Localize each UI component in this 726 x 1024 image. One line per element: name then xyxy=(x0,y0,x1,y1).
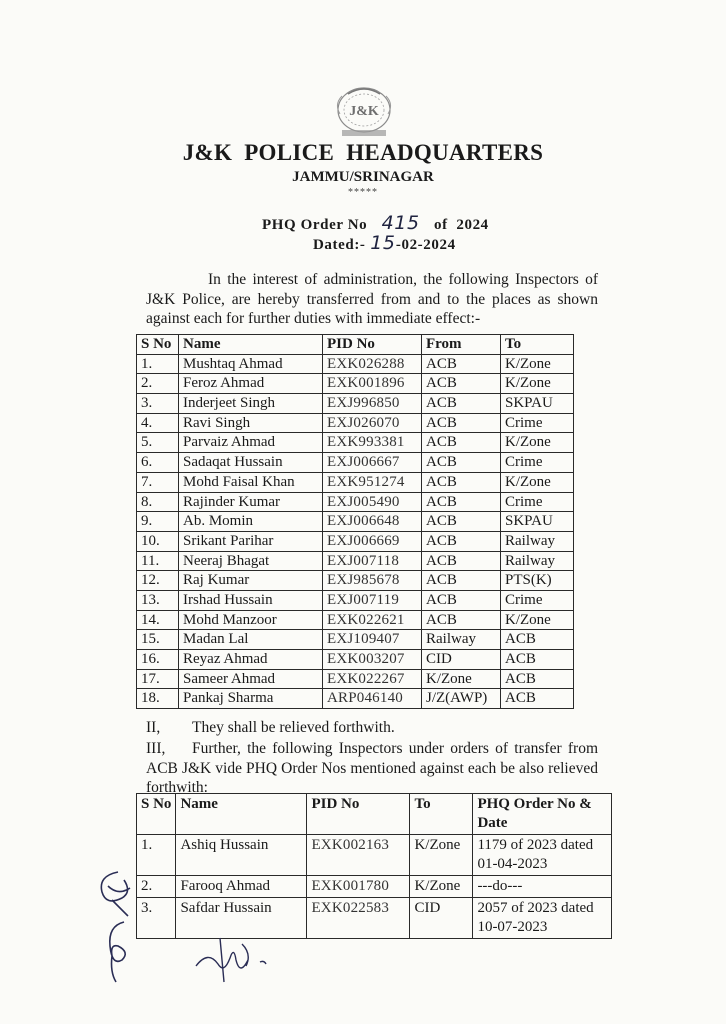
table-row xyxy=(137,590,574,610)
cell-to: K/Zone xyxy=(501,354,574,374)
cell-name: Sameer Ahmad xyxy=(179,669,323,689)
order-year: 2024 xyxy=(456,217,489,233)
cell-pid: EXK026288 xyxy=(323,354,422,374)
cell-sno: 13. xyxy=(137,590,179,610)
stars-divider: ***** xyxy=(348,187,378,198)
cell-name: Farooq Ahmad xyxy=(176,876,307,898)
cell-to: K/Zone xyxy=(410,876,473,898)
cell-name: Ravi Singh xyxy=(179,413,323,433)
cell-pid: EXK022267 xyxy=(323,669,422,689)
cell-name: Rajinder Kumar xyxy=(179,492,323,512)
header-pid: PID No xyxy=(307,794,410,835)
cell-order-date: 1179 of 2023 dated 01-04-2023 xyxy=(473,835,612,876)
page-title: J&K POLICE HEADQUARTERS xyxy=(182,140,544,165)
cell-sno: 16. xyxy=(137,650,179,670)
cell-name: Irshad Hussain xyxy=(179,590,323,610)
table-row xyxy=(137,374,574,394)
cell-to: Crime xyxy=(501,413,574,433)
cell-sno: 17. xyxy=(137,669,179,689)
cell-name: Srikant Parihar xyxy=(179,531,323,551)
header-to: To xyxy=(410,794,473,835)
cell-to: PTS(K) xyxy=(501,571,574,591)
cell-to: ACB xyxy=(501,650,574,670)
header-name: Name xyxy=(176,794,307,835)
cell-sno: 14. xyxy=(137,610,179,630)
cell-pid: EXK001780 xyxy=(307,876,410,898)
cell-to: SKPAU xyxy=(501,512,574,532)
cell-to: CID xyxy=(410,898,473,939)
order-number-line xyxy=(262,212,489,234)
cell-from: ACB xyxy=(422,413,501,433)
cell-sno: 9. xyxy=(137,512,179,532)
cell-sno: 18. xyxy=(137,689,179,709)
numeral-signature-icon xyxy=(100,916,136,986)
cell-sno: 11. xyxy=(137,551,179,571)
cell-sno: 2. xyxy=(137,374,179,394)
cell-to: K/Zone xyxy=(501,472,574,492)
header-name: Name xyxy=(179,335,323,355)
cell-sno: 4. xyxy=(137,413,179,433)
page-subtitle: JAMMU/SRINAGAR xyxy=(292,169,434,185)
officer-signature-icon xyxy=(190,930,280,986)
cell-name: Safdar Hussain xyxy=(176,898,307,939)
cell-pid: EXJ985678 xyxy=(323,571,422,591)
jk-police-emblem-icon xyxy=(326,84,402,140)
table-row xyxy=(137,433,574,453)
cell-to: K/Zone xyxy=(410,835,473,876)
cell-sno: 10. xyxy=(137,531,179,551)
intro-paragraph xyxy=(146,270,598,329)
cell-to: SKPAU xyxy=(501,394,574,414)
cell-from: ACB xyxy=(422,492,501,512)
cell-name: Mohd Faisal Khan xyxy=(179,472,323,492)
para-number-3: III, xyxy=(146,740,166,757)
dated-label: Dated:- xyxy=(313,237,366,253)
cell-pid: EXK002163 xyxy=(307,835,410,876)
table-row xyxy=(137,472,574,492)
cell-sno: 12. xyxy=(137,571,179,591)
table-row xyxy=(137,394,574,414)
cell-from: ACB xyxy=(422,433,501,453)
cell-sno: 3. xyxy=(137,898,176,939)
cell-sno: 5. xyxy=(137,433,179,453)
cell-sno: 2. xyxy=(137,876,176,898)
header-sno: S No xyxy=(137,335,179,355)
table-row xyxy=(137,492,574,512)
cell-to: Railway xyxy=(501,531,574,551)
cell-from: ACB xyxy=(422,590,501,610)
para2-text: They shall be relieved forthwith. xyxy=(192,719,395,736)
cell-to: ACB xyxy=(501,630,574,650)
cell-to: Railway xyxy=(501,551,574,571)
cell-pid: EXJ109407 xyxy=(323,630,422,650)
cell-to: Crime xyxy=(501,492,574,512)
cell-pid: EXK951274 xyxy=(323,472,422,492)
table-row xyxy=(137,531,574,551)
cell-name: Mushtaq Ahmad xyxy=(179,354,323,374)
cell-pid: EXJ006669 xyxy=(323,531,422,551)
cell-to: Crime xyxy=(501,453,574,473)
cell-from: ACB xyxy=(422,374,501,394)
table-row xyxy=(137,650,574,670)
cell-name: Pankaj Sharma xyxy=(179,689,323,709)
cell-name: Neeraj Bhagat xyxy=(179,551,323,571)
table-row xyxy=(137,876,612,898)
table-row xyxy=(137,551,574,571)
cell-from: CID xyxy=(422,650,501,670)
table-header-row xyxy=(137,335,574,355)
cell-pid: EXJ006667 xyxy=(323,453,422,473)
cell-sno: 7. xyxy=(137,472,179,492)
cell-to: ACB xyxy=(501,689,574,709)
cell-from: K/Zone xyxy=(422,669,501,689)
cell-to: Crime xyxy=(501,590,574,610)
table-row xyxy=(137,453,574,473)
cell-sno: 3. xyxy=(137,394,179,414)
cell-pid: EXJ007119 xyxy=(323,590,422,610)
svg-text:J&K: J&K xyxy=(349,104,379,119)
cell-pid: EXJ006648 xyxy=(323,512,422,532)
cell-name: Ab. Momin xyxy=(179,512,323,532)
cell-pid: EXK993381 xyxy=(323,433,422,453)
cell-from: J/Z(AWP) xyxy=(422,689,501,709)
cell-pid: EXJ026070 xyxy=(323,413,422,433)
cell-order-date: ---do--- xyxy=(473,876,612,898)
cell-name: Feroz Ahmad xyxy=(179,374,323,394)
cell-from: ACB xyxy=(422,394,501,414)
cell-name: Ashiq Hussain xyxy=(176,835,307,876)
cell-from: ACB xyxy=(422,551,501,571)
table-row xyxy=(137,630,574,650)
cell-sno: 1. xyxy=(137,835,176,876)
header-order-date: PHQ Order No & Date xyxy=(473,794,612,835)
cell-to: K/Zone xyxy=(501,374,574,394)
cell-pid: EXK022583 xyxy=(307,898,410,939)
cell-name: Parvaiz Ahmad xyxy=(179,433,323,453)
cell-from: Railway xyxy=(422,630,501,650)
order-number-handwritten: 415 xyxy=(381,212,420,234)
cell-name: Raj Kumar xyxy=(179,571,323,591)
table-row xyxy=(137,354,574,374)
cell-sno: 1. xyxy=(137,354,179,374)
table-row xyxy=(137,571,574,591)
cell-name: Madan Lal xyxy=(179,630,323,650)
table-row xyxy=(137,413,574,433)
cell-from: ACB xyxy=(422,531,501,551)
cell-from: ACB xyxy=(422,472,501,492)
cell-to: K/Zone xyxy=(501,433,574,453)
order-label: PHQ Order No xyxy=(262,217,368,233)
table-row xyxy=(137,512,574,532)
cell-pid: EXJ996850 xyxy=(323,394,422,414)
cell-pid: EXK003207 xyxy=(323,650,422,670)
relieved-table xyxy=(136,793,612,939)
cell-pid: EXK022621 xyxy=(323,610,422,630)
further-transfer-paragraph xyxy=(146,739,598,798)
transfer-table xyxy=(136,334,574,709)
table-row xyxy=(137,835,612,876)
cell-from: ACB xyxy=(422,453,501,473)
cell-name: Sadaqat Hussain xyxy=(179,453,323,473)
table-row xyxy=(137,669,574,689)
cell-to: K/Zone xyxy=(501,610,574,630)
cell-pid: EXJ005490 xyxy=(323,492,422,512)
table-row xyxy=(137,689,574,709)
cell-to: ACB xyxy=(501,669,574,689)
cell-pid: ARP046140 xyxy=(323,689,422,709)
cell-sno: 15. xyxy=(137,630,179,650)
table-row xyxy=(137,610,574,630)
cell-sno: 6. xyxy=(137,453,179,473)
cell-from: ACB xyxy=(422,571,501,591)
cell-name: Reyaz Ahmad xyxy=(179,650,323,670)
cell-from: ACB xyxy=(422,512,501,532)
header-from: From xyxy=(422,335,501,355)
cell-from: ACB xyxy=(422,610,501,630)
para3-text: Further, the following Inspectors under orders of transfer from ACB J&K vide PHQ Order Nos mentioned against each be also relieved forthwith: xyxy=(146,740,598,796)
header-sno: S No xyxy=(137,794,176,835)
cell-name: Mohd Manzoor xyxy=(179,610,323,630)
dated-rest: -02-2024 xyxy=(395,237,456,253)
header-pid: PID No xyxy=(323,335,422,355)
intro-text: In the interest of administration, the following Inspectors of J&K Police, are hereby transferred from and to the places as shown against each for further duties with immediate effect:- xyxy=(146,271,598,327)
dated-day-handwritten: 15 xyxy=(370,232,396,254)
cell-from: ACB xyxy=(422,354,501,374)
order-of: of xyxy=(433,217,448,233)
relieve-paragraph xyxy=(146,718,598,738)
cell-pid: EXK001896 xyxy=(323,374,422,394)
order-date-line xyxy=(313,232,456,254)
table-header-row xyxy=(137,794,612,835)
cell-name: Inderjeet Singh xyxy=(179,394,323,414)
header-to: To xyxy=(501,335,574,355)
cell-order-date: 2057 of 2023 dated 10-07-2023 xyxy=(473,898,612,939)
cell-pid: EXJ007118 xyxy=(323,551,422,571)
para-number-2: II, xyxy=(146,719,161,736)
cell-sno: 8. xyxy=(137,492,179,512)
